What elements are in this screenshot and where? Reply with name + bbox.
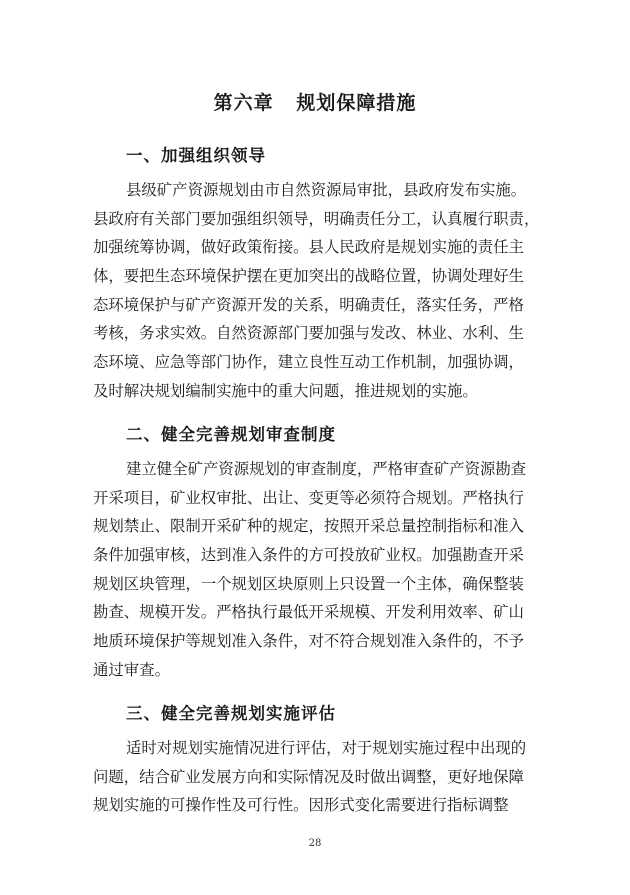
page-number: 28 (308, 838, 322, 849)
paragraph-line: 规划区块管理，一个规划区块原则上只设置一个主体，确保整装 (93, 574, 524, 593)
paragraph-line: 态环境、应急等部门协作，建立良性互动工作机制，加强协调， (93, 353, 524, 372)
paragraph-line: 条件加强审核，达到准入条件的方可投放矿业权。加强勘查开采 (93, 546, 524, 565)
paragraph-line: 县级矿产资源规划由市自然资源局审批，县政府发布实施。 (126, 181, 527, 199)
paragraph-line: 态环境保护与矿产资源开发的关系，明确责任，落实任务，严格 (93, 295, 524, 314)
paragraph-line: 开采项目，矿业权审批、出让、变更等必须符合规划。严格执行 (93, 488, 524, 507)
paragraph-line: 加强统筹协调，做好政策衔接。县人民政府是规划实施的责任主 (93, 238, 524, 257)
paragraph-line: 建立健全矿产资源规划的审查制度，严格审查矿产资源勘查 (126, 460, 527, 478)
paragraph-line: 规划实施的可操作性及可行性。因形式变化需要进行指标调整 (93, 796, 509, 815)
chapter-title: 第六章 规划保障措施 (213, 92, 417, 114)
paragraph-line: 适时对规划实施情况进行评估，对于规划实施过程中出现的 (126, 739, 527, 757)
paragraph-line: 问题，结合矿业发展方向和实际情况及时做出调整，更好地保障 (93, 767, 524, 786)
section-heading-2: 二、健全完善规划审查制度 (126, 425, 336, 444)
paragraph-line: 考核，务求实效。自然资源部门要加强与发改、林业、水利、生 (93, 324, 524, 343)
paragraph-line: 地质环境保护等规划准入条件，对不符合规划准入条件的，不予 (93, 632, 524, 651)
section-3-paragraph (93, 734, 543, 820)
section-1-paragraph (93, 176, 543, 406)
section-heading-1: 一、加强组织领导 (126, 146, 266, 165)
paragraph-line: 通过审查。 (93, 660, 170, 679)
section-heading-3: 三、健全完善规划实施评估 (126, 704, 336, 723)
paragraph-line: 规划禁止、限制开采矿种的规定，按照开采总量控制指标和准入 (93, 517, 524, 536)
paragraph-line: 勘查、规模开发。严格执行最低开采规模、开发利用效率、矿山 (93, 603, 524, 622)
paragraph-line: 及时解决规划编制实施中的重大问题，推进规划的实施。 (93, 381, 478, 400)
paragraph-line: 县政府有关部门要加强组织领导，明确责任分工，认真履行职责， (93, 209, 540, 228)
section-2-paragraph (93, 455, 543, 685)
paragraph-line: 体，要把生态环境保护摆在更加突出的战略位置，协调处理好生 (93, 267, 524, 286)
